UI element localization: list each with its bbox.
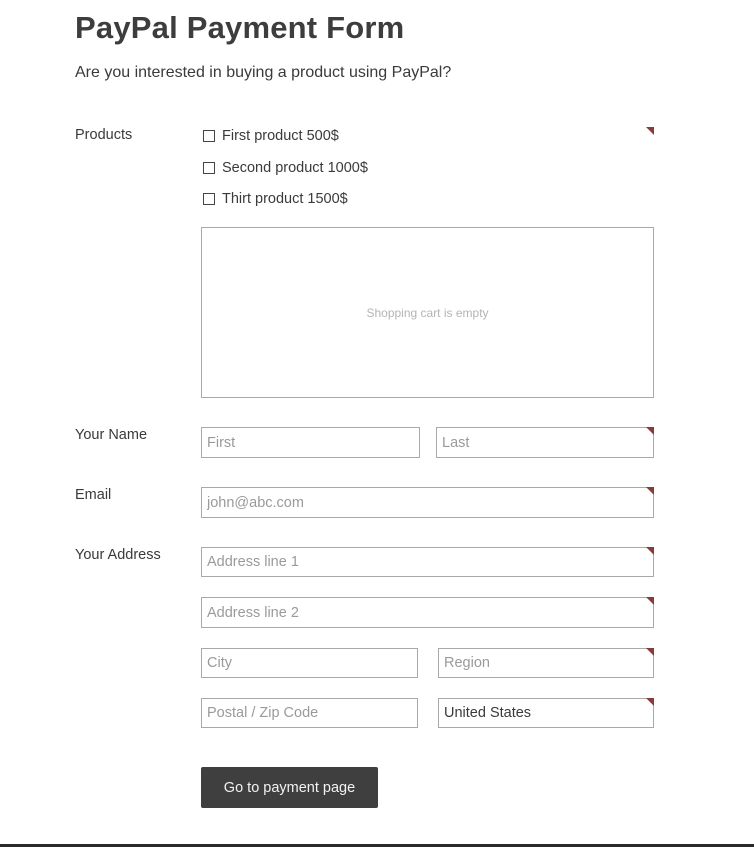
required-marker (646, 597, 654, 605)
zip-code-input[interactable] (201, 698, 418, 728)
cart-empty-message: Shopping cart is empty (366, 305, 489, 320)
checkbox-icon[interactable] (203, 130, 215, 142)
country-input[interactable] (438, 698, 654, 728)
address-label: Your Address (75, 547, 161, 563)
required-marker (646, 698, 654, 706)
product-label: First product 500$ (222, 128, 339, 144)
address-line1-input[interactable] (201, 547, 654, 577)
product-label: Thirt product 1500$ (222, 191, 348, 207)
page-title: PayPal Payment Form (75, 10, 405, 45)
product-checkbox-first[interactable] (203, 127, 339, 145)
region-input[interactable] (438, 648, 654, 678)
required-marker (646, 547, 654, 555)
first-name-input[interactable] (201, 427, 420, 458)
email-input[interactable] (201, 487, 654, 518)
product-checkbox-third[interactable] (203, 190, 348, 208)
page-subtitle: Are you interested in buying a product using PayPal? (75, 64, 452, 81)
required-marker (646, 427, 654, 435)
checkbox-icon[interactable] (203, 193, 215, 205)
last-name-input[interactable] (436, 427, 654, 458)
required-marker (646, 127, 654, 135)
required-marker (646, 648, 654, 656)
city-input[interactable] (201, 648, 418, 678)
shopping-cart (201, 227, 654, 398)
required-marker (646, 487, 654, 495)
checkbox-icon[interactable] (203, 162, 215, 174)
product-checkbox-second[interactable] (203, 159, 368, 177)
address-line2-input[interactable] (201, 597, 654, 628)
product-label: Second product 1000$ (222, 160, 368, 176)
go-to-payment-button[interactable]: Go to payment page (201, 767, 378, 808)
products-label: Products (75, 127, 133, 143)
email-label: Email (75, 487, 112, 503)
name-label: Your Name (75, 427, 148, 443)
